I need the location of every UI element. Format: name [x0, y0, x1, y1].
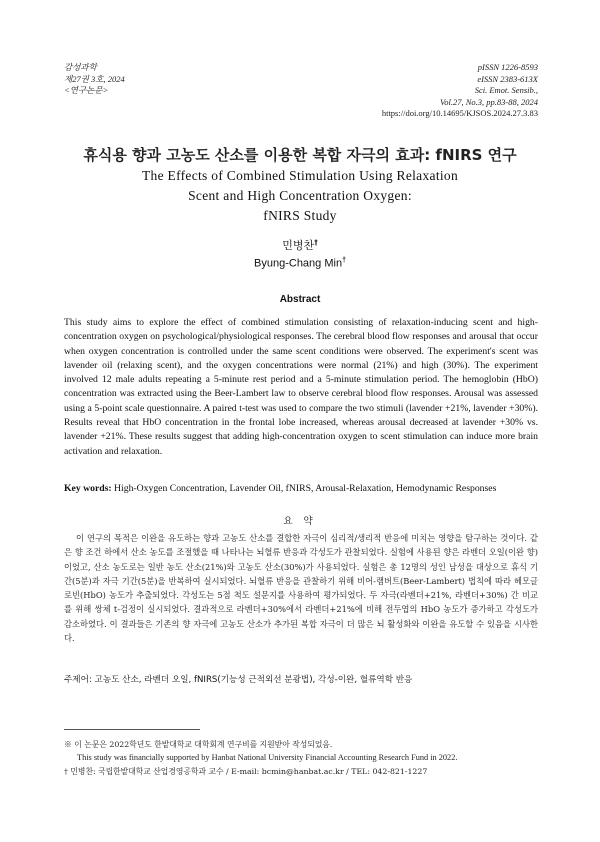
corresponding-mark: †	[314, 238, 318, 247]
abstract-body: This study aims to explore the effect of combined stimulation consisting of relaxation-inducing scent and high-concentration oxygen on psychological/physiological responses. The cerebral blood flow responses and arousal that occur when oxygen concentration is controlled under the same scent conditions were observed. The experiment's scent was lavender oil (relaxing scent), and the oxygen concentrations were normal (21%) and high (30%). The experiment involved 12 male adults repeating a 5-minute rest period and a 5-minute stimulation period. The hemoglobin (HbO) concentration was extracted using the Beer-Lambert law to observe cerebral blood flow responses. Arousal was assessed using a 5-point scale questionnaire. A paired t-test was used to compare the two stimuli (lavender +21%, lavender +30%). Results reveal that HbO concentration in the frontal lobe increased, whereas arousal decreased at lavender +30% vs. lavender +21%. These results suggest that adding high-concentration oxygen to scent stimulation can induce more brain activation and relaxation.	[64, 317, 538, 457]
doi-link[interactable]: https://doi.org/10.14695/KJSOS.2024.27.3.83	[381, 108, 538, 118]
funding-note-english: This study was financially supported by Hanbat National University Financial Accounting Research Fund in 2022.	[77, 753, 458, 763]
keywords-label: Key words:	[64, 483, 112, 494]
korean-keywords-text: 고농도 산소, 라벤더 오일, fNIRS(기능성 근적외선 분광법), 각성-이완, 혈류역학 반응	[94, 675, 413, 685]
korean-abstract-body: 이 연구의 목적은 이완을 유도하는 향과 고농도 산소를 결합한 자극이 심리적/생리적 반응에 미치는 영향을 탐구하는 것이다. 같은 향 조건 하에서 산소 농도를 조절했을 때 나타나는 뇌혈류 반응과 각성도가 관찰되었다. 실험에 사용된 향은 라벤더 오일(이완 향)이었고, 산소 농도로는 일반 농도 산소(21%)와 고농도 산소(30%)가 사용되었다. 실험은 총 12명의 성인 남성을 대상으로 휴식 기간(5분)과 자극 기간(5분)을 반복하여 실시되었다. 뇌혈류 반응을 관찰하기 위해 비어-램버트(Beer-Lambert) 법칙에 따라 헤모글로빈(HbO) 농도가 추출되었다. 각성도는 5점 척도 설문지를 사용하여 평가되었다. 두 자극(라벤더+21%, 라벤더+30%) 간 비교를 위해 쌍체 t-검정이 실시되었다. 결과적으로 라벤더+30%에서 라벤더+21%에 비해 전두엽의 HbO 농도가 증가하고 각성도가 감소하였다. 이 결과들은 기존의 향 자극에 고농도 산소가 추가된 복합 자극이 더 많은 뇌 활성화와 이완을 유도할 수 있음을 시사한다.	[64, 533, 538, 644]
footnote-divider	[64, 729, 200, 730]
korean-keywords-label: 주제어:	[64, 675, 92, 685]
author-english	[0, 257, 600, 270]
journal-name-korean: 감성과학	[64, 62, 97, 72]
title-english-line: fNIRS Study	[263, 208, 337, 223]
footnotes	[64, 738, 554, 778]
author-name-korean: 민병찬	[282, 239, 315, 252]
eissn: eISSN 2383-613X	[477, 73, 538, 84]
keywords-text: High-Oxygen Concentration, Lavender Oil, fNIRS, Arousal-Relaxation, Hemodynamic Responses	[114, 483, 497, 494]
article-type: <연구논문>	[64, 85, 109, 95]
journal-name-english: Sci. Emot. Sensib.,	[474, 85, 538, 95]
title-english-line: Scent and High Concentration Oxygen:	[188, 188, 412, 203]
title-english-line: The Effects of Combined Stimulation Using Relaxation	[141, 168, 459, 183]
author-korean	[0, 237, 600, 253]
korean-keywords	[64, 673, 544, 685]
journal-volume-english: Vol.27, No.3, pp.83-88, 2024	[440, 96, 538, 107]
pissn: pISSN 1226-8593	[477, 62, 538, 72]
abstract-heading: Abstract	[279, 294, 321, 305]
korean-abstract-heading: 요 약	[283, 516, 317, 527]
author-name-english: Byung-Chang Min	[254, 257, 343, 270]
funding-note-korean: ※ 이 논문은 2022학년도 한밭대학교 대학회계 연구비를 지원받아 작성되었음.	[64, 740, 333, 749]
keywords	[64, 482, 544, 496]
title-english	[0, 166, 600, 226]
journal-header-right	[382, 62, 538, 120]
corresponding-mark: †	[342, 257, 346, 264]
journal-header-left	[64, 62, 125, 97]
journal-volume-korean: 제27권 3호, 2024	[64, 73, 125, 84]
corresponding-author-note: † 민병찬: 국립한밭대학교 산업경영공학과 교수 / E-mail: bcmin@hanbat.ac.kr / TEL: 042-821-1227	[64, 766, 428, 776]
title-korean: 휴식용 향과 고농도 산소를 이용한 복합 자극의 효과: fNIRS 연구	[83, 146, 517, 164]
